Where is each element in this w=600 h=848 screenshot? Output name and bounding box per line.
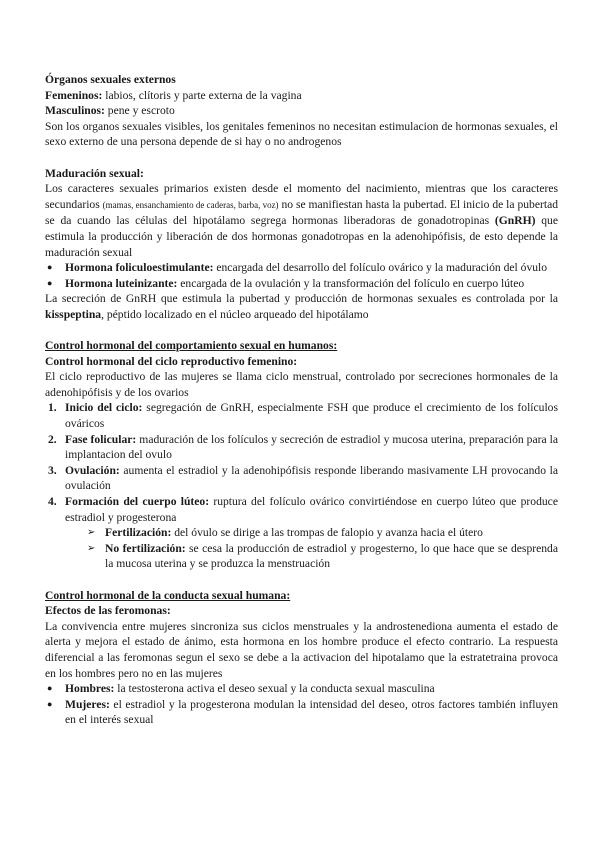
list-item: 1. Inicio del ciclo: segregación de GnRH, especialmente FSH que produce el crecimiento de los folículos ováricos bbox=[48, 401, 558, 431]
section-heading-sexual-conduct: Control hormonal de la conducta sexual humana: bbox=[45, 588, 291, 602]
sub-list-item: ➢ Fertilización: del óvulo se dirige a las trompas de falopio y avanza hacia el útero bbox=[85, 525, 558, 541]
subheading-pheromones: Efectos de las feromonas: bbox=[45, 604, 171, 618]
section-heading-hormonal-control: Control hormonal del comportamiento sexual en humanos: bbox=[45, 339, 338, 353]
hormone-list bbox=[45, 260, 558, 291]
female-organs-line: Femeninos: labios, clítoris y parte externa de la vagina bbox=[45, 88, 302, 102]
section-heading-sexual-maturation: Maduración sexual: bbox=[45, 166, 144, 180]
fertilization-sublist bbox=[85, 525, 558, 572]
cycle-phase-list bbox=[45, 400, 558, 572]
list-item-men: ● Hombres: la testosterona activa el deseo sexual y la conducta sexual masculina bbox=[45, 681, 558, 697]
sub-list-item: ➢ No fertilización: se cesa la producción de estradiol y progesterno, lo que hace que se desprenda la mucosa uterina y se produzca la menstruación bbox=[85, 541, 558, 572]
menstrual-cycle-paragraph: El ciclo reproductivo de las mujeres se llama ciclo menstrual, controlado por secreciones hormonales de la adenohipófisis y de los ovarios bbox=[45, 370, 558, 399]
maturation-paragraph: Los caracteres sexuales primarios existen desde el momento del nacimiento, mientras que los caracteres secundarios (mamas, ensanchamiento de caderas, barba, voz) no se manifiestan hasta la pubertad. El inicio de la pubertad se da cuando las células del hipotálamo segrega hormonas liberadoras de gonadotropinas (GnRH) que estimula la producción y liberación de dos hormonas gonadotropas en la adenohipófisis, de esto depende la maduración sexual bbox=[45, 182, 559, 259]
subheading-female-cycle: Control hormonal del ciclo reproductivo femenino: bbox=[45, 354, 298, 368]
pheromones-paragraph: La convivencia entre mujeres sincroniza sus ciclos menstruales y la androstenediona aumenta el estado de alerta y mejora el estado de ánimo, esta hormona en los hombre produce el efecto contrario. La respuesta diferencial a las feromonas segun el sexo se debe a la activacion del hipotalamo que la estratetraina provoca en los hombres pero no en las mujeres bbox=[45, 619, 558, 680]
kisspeptin-paragraph: La secreción de GnRH que estimula la pubertad y producción de hormonas sexuales es controlada por la kisspeptina, péptido localizado en el núcleo arqueado del hipotálamo bbox=[45, 292, 558, 321]
sex-differences-list bbox=[45, 681, 558, 728]
external-organs-paragraph: Son los organos sexuales visibles, los genitales femeninos no necesitan estimulacion de hormonas sexuales, el sexo externo de una persona depende de si hay o no androgenos bbox=[45, 119, 558, 149]
list-item: 2. Fase folicular: maduración de los folículos y secreción de estradiol y mucosa uterina, preparación para la implantacion del ovulo bbox=[48, 432, 559, 462]
section-heading-external-organs: Órganos sexuales externos bbox=[45, 73, 176, 86]
list-item-fsh: ● Hormona foliculoestimulante: encargada del desarrollo del folículo ovárico y la maduración del óvulo bbox=[45, 260, 558, 276]
document-page bbox=[45, 72, 558, 728]
list-item-lh: ● Hormona luteinizante: encargada de la ovulación y la transformación del folículo en cuerpo lúteo bbox=[45, 276, 558, 292]
male-organs-line: Masculinos: pene y escroto bbox=[45, 104, 175, 118]
list-item-women: ● Mujeres: el estradiol y la progesterona modulan la intensidad del deseo, otros factores también influyen en el interés sexual bbox=[45, 697, 558, 728]
list-item: 4. Formación del cuerpo lúteo: ruptura del folículo ovárico convirtiéndose en cuerpo lúteo que produce estradiol y progesterona ➢ Fertilización: del óvulo se dirige a las trompas de falopio y avanza hacia el útero ➢ No fertilización: se cesa la producción de estradiol y progesterno, lo que hace que se desprenda la mucosa uterina y se produzca la menstruación bbox=[45, 494, 558, 572]
list-item: 3. Ovulación: aumenta el estradiol y la adenohipófisis responde liberando masivamente LH provocando la ovulación bbox=[48, 463, 558, 493]
